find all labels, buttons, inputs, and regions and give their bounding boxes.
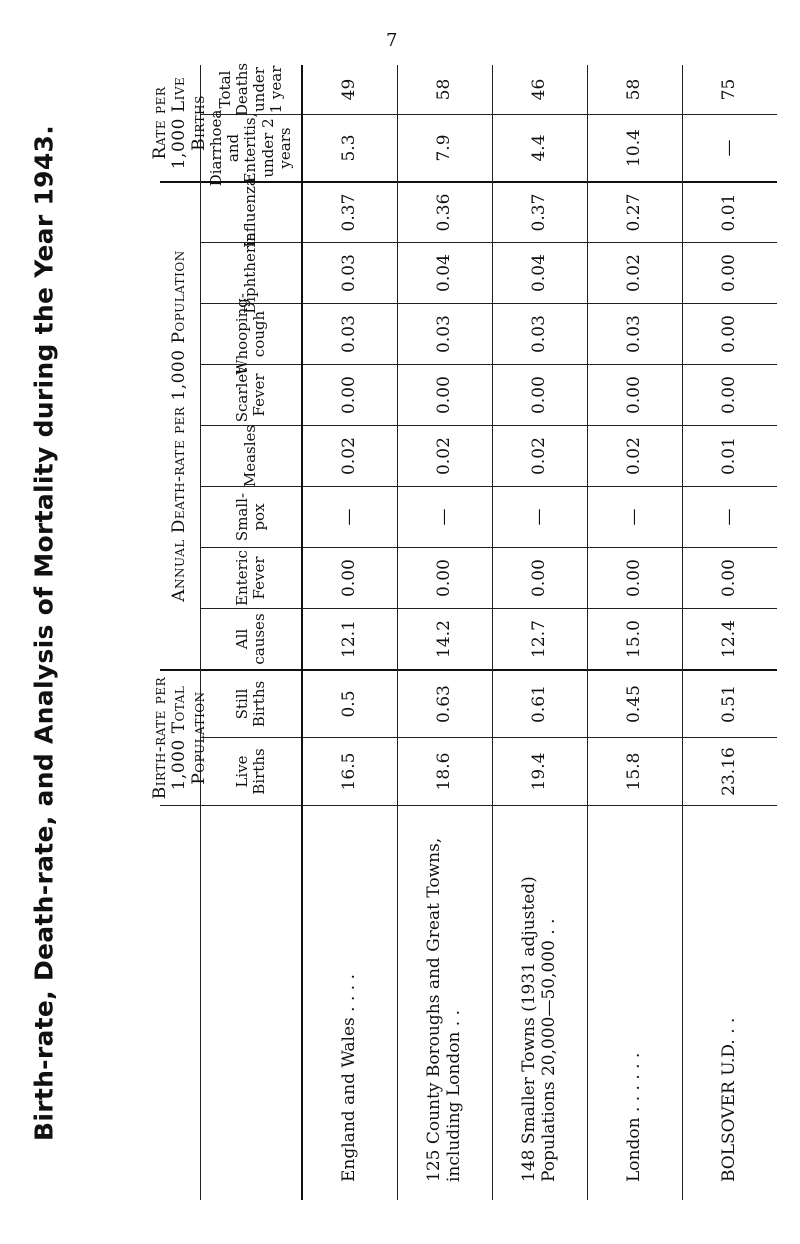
influenza-header: Influenza	[201, 181, 301, 242]
live-births-header: Live Births	[201, 737, 301, 805]
diarrhoea-value: 10.4	[588, 114, 682, 181]
measles-value: 0.02	[303, 425, 397, 486]
still-births-header: Still Births	[201, 669, 301, 737]
area-name: England and Wales . . . .	[303, 805, 397, 1200]
influenza-value: 0.37	[303, 181, 397, 242]
total-deaths-value: 58	[434, 78, 455, 101]
table-stage	[149, 62, 770, 1200]
table-row	[303, 65, 398, 1200]
all-causes-value: 14.2	[398, 608, 492, 669]
still-births-value: 0.45	[588, 669, 682, 737]
still-rate-group-header: Rate per 1,000 Live Births	[149, 76, 209, 170]
still-births-value: 0.51	[683, 669, 777, 737]
diphtheria-value: 0.00	[683, 242, 777, 303]
enteric-fever-value: 0.00	[683, 547, 777, 608]
total-deaths-value: 75	[719, 78, 740, 101]
live-births-value: 19.4	[493, 737, 587, 805]
smallpox-value: —	[588, 486, 682, 547]
influenza-value: 0.36	[398, 181, 492, 242]
mortality-table	[149, 62, 770, 1200]
live-births-value: 16.5	[303, 737, 397, 805]
diphtheria-value: 0.04	[398, 242, 492, 303]
diarrhoea-header: Diarrhoea and Enteritis, under 2 years	[201, 114, 301, 181]
scarlet-fever-value: 0.00	[398, 364, 492, 425]
area-name: 148 Smaller Towns (1931 adjusted) Populations 20,000—50,000 . .	[493, 805, 587, 1200]
smallpox-value: —	[493, 486, 587, 547]
still-births-value: 0.5	[303, 669, 397, 737]
whooping-cough-value: 0.00	[683, 303, 777, 364]
scarlet-fever-header: Scarlet Fever	[201, 364, 301, 425]
area-name: BOLSOVER U.D. . .	[683, 805, 777, 1200]
total-deaths-value: 49	[339, 78, 360, 101]
measles-value: 0.01	[683, 425, 777, 486]
diarrhoea-value: 7.9	[398, 114, 492, 181]
smallpox-header: Small-pox	[201, 486, 301, 547]
smallpox-value: —	[683, 486, 777, 547]
enteric-fever-header: Enteric Fever	[201, 547, 301, 608]
live-births-value: 23.16	[683, 737, 777, 805]
scarlet-fever-value: 0.00	[493, 364, 587, 425]
area-name: London . . . . . .	[588, 805, 682, 1200]
all-causes-header: All causes	[201, 608, 301, 669]
all-causes-value: 12.1	[303, 608, 397, 669]
all-causes-value: 12.7	[493, 608, 587, 669]
scarlet-fever-value: 0.00	[588, 364, 682, 425]
total-deaths-value: 46	[529, 78, 550, 101]
measles-value: 0.02	[493, 425, 587, 486]
death-rate-group-header: Annual Death-rate per 1,000 Population	[160, 181, 200, 669]
whooping-cough-value: 0.03	[303, 303, 397, 364]
still-births-value: 0.61	[493, 669, 587, 737]
measles-value: 0.02	[398, 425, 492, 486]
still-births-value: 0.63	[398, 669, 492, 737]
page-title-text: Birth-rate, Death-rate, and Analysis of Mortality during the Year 1943.	[29, 124, 59, 1141]
all-causes-value: 15.0	[588, 608, 682, 669]
birth-rate-group-header: Birth-rate per 1,000 Total Population	[160, 669, 200, 805]
table-row	[493, 65, 588, 1200]
table-row	[683, 65, 777, 1200]
smallpox-value: —	[303, 486, 397, 547]
group-header-row	[149, 65, 209, 1200]
enteric-fever-value: 0.00	[398, 547, 492, 608]
diphtheria-value: 0.02	[588, 242, 682, 303]
whooping-cough-value: 0.03	[588, 303, 682, 364]
diphtheria-value: 0.04	[493, 242, 587, 303]
diarrhoea-value: 5.3	[303, 114, 397, 181]
page-title	[14, 65, 74, 1200]
column-header-row	[201, 62, 303, 1200]
all-causes-value: 12.4	[683, 608, 777, 669]
smallpox-value: —	[398, 486, 492, 547]
total-deaths-value: 58	[624, 78, 645, 101]
whooping-cough-header: Whooping-cough	[201, 303, 301, 364]
enteric-fever-value: 0.00	[303, 547, 397, 608]
area-header-blank	[160, 805, 200, 1200]
diphtheria-value: 0.03	[303, 242, 397, 303]
enteric-fever-value: 0.00	[588, 547, 682, 608]
live-births-value: 15.8	[588, 737, 682, 805]
table-row	[398, 65, 493, 1200]
influenza-value: 0.01	[683, 181, 777, 242]
influenza-value: 0.27	[588, 181, 682, 242]
scarlet-fever-value: 0.00	[683, 364, 777, 425]
measles-value: 0.02	[588, 425, 682, 486]
area-name: 125 County Boroughs and Great Towns, including London . .	[398, 805, 492, 1200]
diarrhoea-value: —	[683, 114, 777, 181]
page-number: 7	[386, 30, 398, 51]
table-row	[588, 65, 683, 1200]
area-column-header	[201, 805, 301, 1200]
scarlet-fever-value: 0.00	[303, 364, 397, 425]
total-deaths-header: Total Deaths under 1 year	[215, 62, 286, 117]
measles-header: Measles	[201, 425, 301, 486]
live-births-value: 18.6	[398, 737, 492, 805]
diarrhoea-value: 4.4	[493, 114, 587, 181]
whooping-cough-value: 0.03	[398, 303, 492, 364]
whooping-cough-value: 0.03	[493, 303, 587, 364]
diphtheria-header: Diphtheria	[201, 242, 301, 303]
influenza-value: 0.37	[493, 181, 587, 242]
enteric-fever-value: 0.00	[493, 547, 587, 608]
